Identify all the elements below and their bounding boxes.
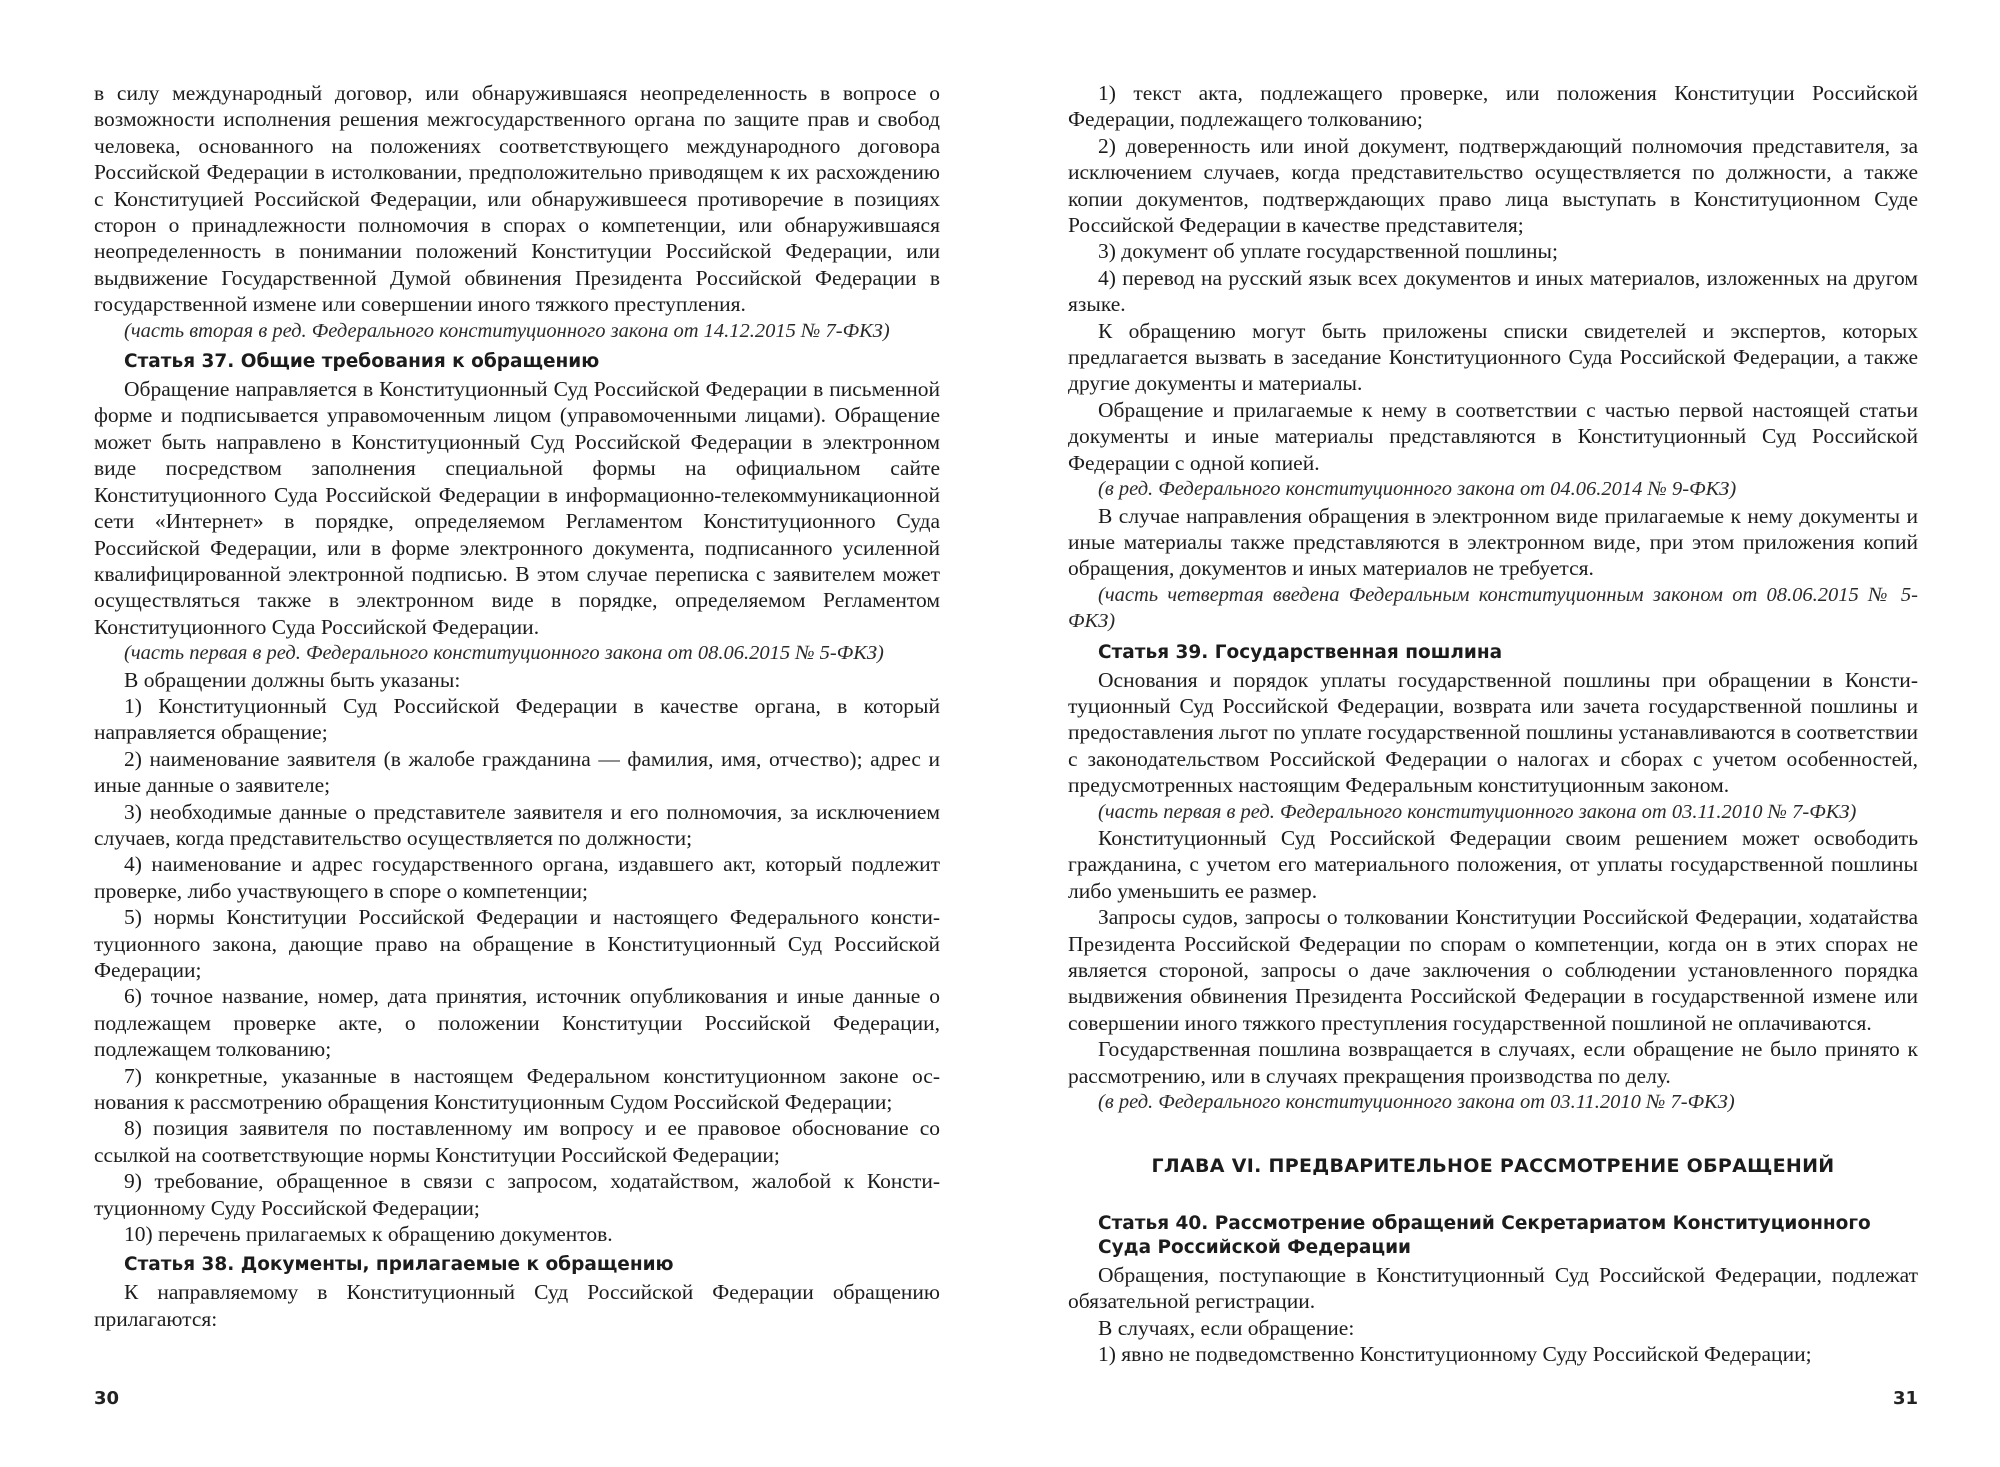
paragraph: 10) перечень прилагаемых к обращению документов. xyxy=(124,1222,613,1247)
amendment-note: (часть первая в ред. Федерального конституционного закона от 03.11.2010 № 7-ФКЗ) xyxy=(1098,800,1857,823)
paragraph: 4) перевод на русский язык всех документов и иных материалов, изложенных на другом языке. xyxy=(1068,265,1918,317)
paragraph: 3) необходимые данные о представителе заявителя и его полномочия, за исключением случаев, когда представительство осуществляется по должности; xyxy=(94,799,940,850)
amendment-note: (часть четвертая введена Федеральным конституционным законом от 08.06.2015 № 5-ФКЗ) xyxy=(1068,583,1918,633)
paragraph: Основания и порядок уплаты государственной пошлины при обращении в Конституционный Суд Российской Федерации, возврата или зачета государственной пошлины и предоставления льгот по уплате государственной пошлины устанавливаются в соответствии с законодательством Российской Федерации о налогах и сборах с учетом особенностей, предусмотренных настоящим Федеральным конституционным законом. xyxy=(1068,667,1918,798)
paragraph: 9) требование, обращенное в связи с запросом, ходатайством, жалобой к Конституционному Суду Российской Федерации; xyxy=(94,1169,940,1220)
paragraph: 1) явно не подведомственно Конституционному Суду Российской Федерации; xyxy=(1098,1342,1812,1367)
paragraph: Конституционный Суд Российской Федерации своим решением может освободить гражданина, с учетом его материального положения, от уплаты государственной пошлины либо уменьшить ее размер. xyxy=(1068,825,1918,903)
paragraph: 7) конкретные, указанные в настоящем Федеральном конституционном законе основания к рассмотрению обращения Конституционным Судом Российской Федерации; xyxy=(94,1063,940,1115)
paragraph: В обращении должны быть указаны: xyxy=(124,667,461,692)
article-heading: Статья 39. Государственная пошлина xyxy=(1098,641,1503,663)
amendment-note: (часть вторая в ред. Федерального конституционного закона от 14.12.2015 № 7-ФКЗ) xyxy=(124,319,890,342)
paragraph: 1) Конституционный Суд Российской Федерации в качестве органа, в который направляется обращение; xyxy=(94,693,940,745)
right-page xyxy=(1068,80,1918,1367)
article-heading: Статья 38. Документы, прилагаемые к обращению xyxy=(124,1254,674,1276)
page-number-right: 31 xyxy=(1893,1388,1919,1409)
paragraph: В случаях, если обращение: xyxy=(1098,1315,1355,1340)
paragraph: Запросы судов, запросы о толковании Конституции Российской Федерации, ходатайства Президента Российской Федерации по спорам о компетенции, когда он в этих спорах не является стороной, запросы о даче заключения о соблюдении установленного порядка выдвижения обвинения Президента Российской Федерации в государственной измене или совершении иного тяжкого преступления государственной пошлиной не оплачиваются. xyxy=(1068,905,1918,1035)
paragraph: 2) наименование заявителя (в жалобе гражданина — фамилия, имя, отчество); адрес и иные данные о заявителе; xyxy=(94,746,940,798)
paragraph: 8) позиция заявителя по поставленному им вопросу и ее правовое обоснование со ссылкой на соответствующие нормы Конституции Российской Федерации; xyxy=(94,1116,940,1167)
paragraph: в силу международный договор, или обнаружившаяся неопределенность в вопросе о возможности исполнения решения межгосударственного органа по защите прав и свобод человека, основанного на положениях соответствующего международного договора Российской Федерации в истолковании, предположительно приводящем к их расхождению с Конституцией Российской Федерации, или обнаружившееся противоречие в позициях сторон о принадлежности полномочия в спорах о компетенции, или обнаружившаяся неопределенность в понимании положений Конституции Российской Федерации, или выдвижение Государственной Думой обвинения Президента Российской Федерации в государственной измене или совершении иного тяжкого преступления. xyxy=(94,81,940,317)
paragraph: 2) доверенность или иной документ, подтверждающий полномочия представителя, за исключением случаев, когда представительство осуществляется по должности, а также копии документов, подтверждающих право лица выступать в Конституционном Суде Российской Федерации в качестве представителя; xyxy=(1068,133,1918,238)
amendment-note: (в ред. Федерального конституционного закона от 03.11.2010 № 7-ФКЗ) xyxy=(1098,1091,1735,1114)
page-number-left: 30 xyxy=(94,1388,120,1409)
article-heading: Статья 40. Рассмотрение обращений Секретариатом Конституционного Суда Российской Федерации xyxy=(1098,1212,1871,1258)
paragraph: 1) текст акта, подлежащего проверке, или положения Конституции Российской Федерации, подлежащего толкованию; xyxy=(1068,81,1918,132)
paragraph: Государственная пошлина возвращается в случаях, если обращение не было принято к рассмотрению, или в случаях прекращения производства по делу. xyxy=(1068,1037,1918,1088)
amendment-note: (в ред. Федерального конституционного закона от 04.06.2014 № 9-ФКЗ) xyxy=(1098,478,1737,501)
paragraph: Обращение направляется в Конституционный Суд Российской Федерации в письменной форме и подписывается управомоченным лицом (управомоченными лицами). Обращение может быть направлено в Конституционный Суд Российской Федерации в электронном виде посредством заполнения специальной формы на официальном сайте Конституционного Суда Российской Федерации в информационно-телекоммуникационной сети «Интернет» в порядке, определяемом Регламентом Конституционного Суда Российской Федерации, или в форме электронного документа, подписанного усиленной квалифицированной электронной подписью. В этом случае переписка с заявителем может осуществляться также в электронном виде в порядке, определяемом Регламентом Конституционного Суда Российской Федерации. xyxy=(94,377,940,639)
paragraph: 3) документ об уплате государственной пошлины; xyxy=(1098,239,1558,264)
paragraph: 6) точное название, номер, дата принятия, источник опубликования и иные данные о подлежащем проверке акте, о положении Конституции Российской Федерации, подлежащем толкованию; xyxy=(94,984,940,1062)
paragraph: В случае направления обращения в электронном виде прилагаемые к нему документы и иные материалы также представляются в электронном виде, при этом приложения копий обращения, документов и иных материалов не требуется. xyxy=(1068,503,1918,581)
paragraph: 5) нормы Конституции Российской Федерации и настоящего Федерального конституционного закона, дающие право на обращение в Конституционный Суд Российской Федерации; xyxy=(94,905,940,982)
article-heading: Статья 37. Общие требования к обращению xyxy=(124,351,600,373)
paragraph: К направляемому в Конституционный Суд Российской Федерации обращению прилагаются: xyxy=(94,1280,940,1331)
amendment-note: (часть первая в ред. Федерального конституционного закона от 08.06.2015 № 5-ФКЗ) xyxy=(124,642,884,665)
left-page xyxy=(94,80,940,1332)
paragraph: Обращение и прилагаемые к нему в соответствии с частью первой настоящей статьи документы и иные материалы представляются в Конституционный Суд Российской Федерации с одной копией. xyxy=(1068,397,1918,475)
paragraph: Обращения, поступающие в Конституционный Суд Российской Федерации, подлежат обязательной регистрации. xyxy=(1068,1262,1918,1314)
paragraph: 4) наименование и адрес государственного органа, издавшего акт, который подлежит проверке, либо участвующего в споре о компетенции; xyxy=(94,852,940,903)
paragraph: К обращению могут быть приложены списки свидетелей и экспертов, которых предлагается вызвать в заседание Конституционного Суда Российской Федерации, а также другие документы и материалы. xyxy=(1068,318,1918,396)
chapter-heading: ГЛАВА VI. ПРЕДВАРИТЕЛЬНОЕ РАССМОТРЕНИЕ ОБРАЩЕНИЙ xyxy=(1151,1155,1835,1178)
